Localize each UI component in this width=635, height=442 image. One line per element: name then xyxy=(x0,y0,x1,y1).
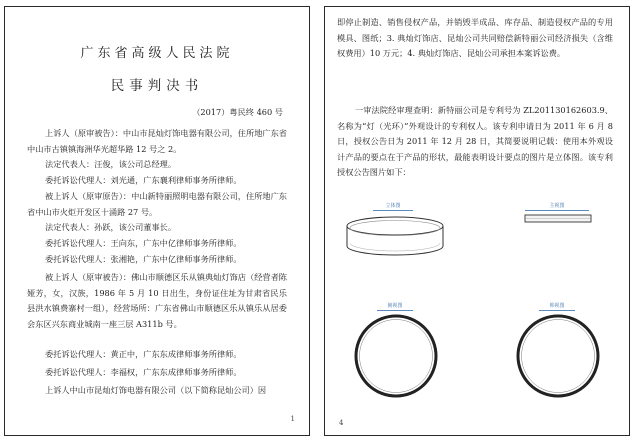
figure-label-bottom: 仰视图 xyxy=(549,303,565,309)
figure-label-top: 俯视图 xyxy=(387,303,403,309)
judgment-page-4 xyxy=(324,6,630,436)
figure-label-front: 主视图 xyxy=(549,203,565,209)
ring-front-figure xyxy=(523,213,593,225)
appellant-paragraph: 上诉人（原审被告）：中山市昆灿灯饰电器有限公司，住所地广东省中山市古镇镇海洲华光超华路 12 号之 2。 xyxy=(27,128,287,154)
judgment-page-1 xyxy=(4,6,310,436)
figure-underline-bottom xyxy=(539,310,575,311)
ring-perspective-figure xyxy=(343,212,447,264)
appellee-representative: 法定代表人：孙跃，该公司董事长。 xyxy=(45,222,177,232)
figure-underline-top xyxy=(377,310,413,311)
first-instance-findings-paragraph: 一审法院经审理查明：新特丽公司是专利号为 ZL201130162603.9、名称为“灯（光环）”外观设计的专利权人。该专利申请日为 2011 年 6 月 8 日，授权公告日为 2011 年 12 月 28 日，其简要说明记载：使用本外观设计产品的要点在于产品的形状，最能表明设计要点的图片是立体图。该专利授权公告图片如下： xyxy=(337,105,613,178)
page-number: 1 xyxy=(290,415,295,423)
ring-bottom-view-figure xyxy=(514,312,602,400)
appellant-agent: 委托诉讼代理人：刘光通，广东襄利律师事务所律师。 xyxy=(45,175,242,185)
court-name: 广东省高级人民法院 xyxy=(80,46,234,61)
appellee-paragraph: 被上诉人（原审原告）：中山新特丽照明电器有限公司，住所地广东省中山市火炬开发区十涌路 27 号。 xyxy=(27,191,287,217)
page-number: 4 xyxy=(339,419,344,427)
appellant-representative: 法定代表人：汪俊，该公司总经理。 xyxy=(45,159,177,169)
case-intro-paragraph: 上诉人中山市昆灿灯饰电器有限公司（以下简称昆灿公司）因 xyxy=(45,385,267,395)
ring-top-view-figure xyxy=(352,312,440,400)
figure-underline-perspective xyxy=(373,210,413,211)
second-appellee-paragraph: 被上诉人（原审被告）：佛山市顺德区乐从镇典灿灯饰店（经营者陈娅芳，女，汉族，1986 年 5 月 10 日出生，身份证住址为甘肃省民乐县洪水镇费寨村一组），经营场所：广东省佛山市顺德区乐从镇乐从居委会东区兴东商业城南一座三层 A311b 号。 xyxy=(27,272,287,329)
second-appellee-agent-2: 委托诉讼代理人：李福权，广东东成律师事务所律师。 xyxy=(45,367,242,377)
judgment-claims-paragraph: 即停止制造、销售侵权产品，并销毁半成品、库存品、制造侵权产品的专用模具、图纸；3. 典灿灯饰店、昆灿公司共同赔偿新特丽公司经济损失（含维权费用）10 万元；4. 典灿灯饰店、昆灿公司承担本案诉讼费。 xyxy=(337,17,613,59)
case-number: （2017）粤民终 460 号 xyxy=(192,107,283,117)
appellee-agent-1: 委托诉讼代理人：王向东，广东中亿律师事务所律师。 xyxy=(45,238,242,248)
second-appellee-agent-1: 委托诉讼代理人：黄正中，广东东成律师事务所律师。 xyxy=(45,349,242,359)
appellee-agent-2: 委托诉讼代理人：张湘艳，广东中亿律师事务所律师。 xyxy=(45,254,242,264)
figure-underline-front xyxy=(525,210,589,211)
figure-label-perspective: 立体图 xyxy=(385,203,401,209)
document-type-title: 民事判决书 xyxy=(110,78,204,94)
